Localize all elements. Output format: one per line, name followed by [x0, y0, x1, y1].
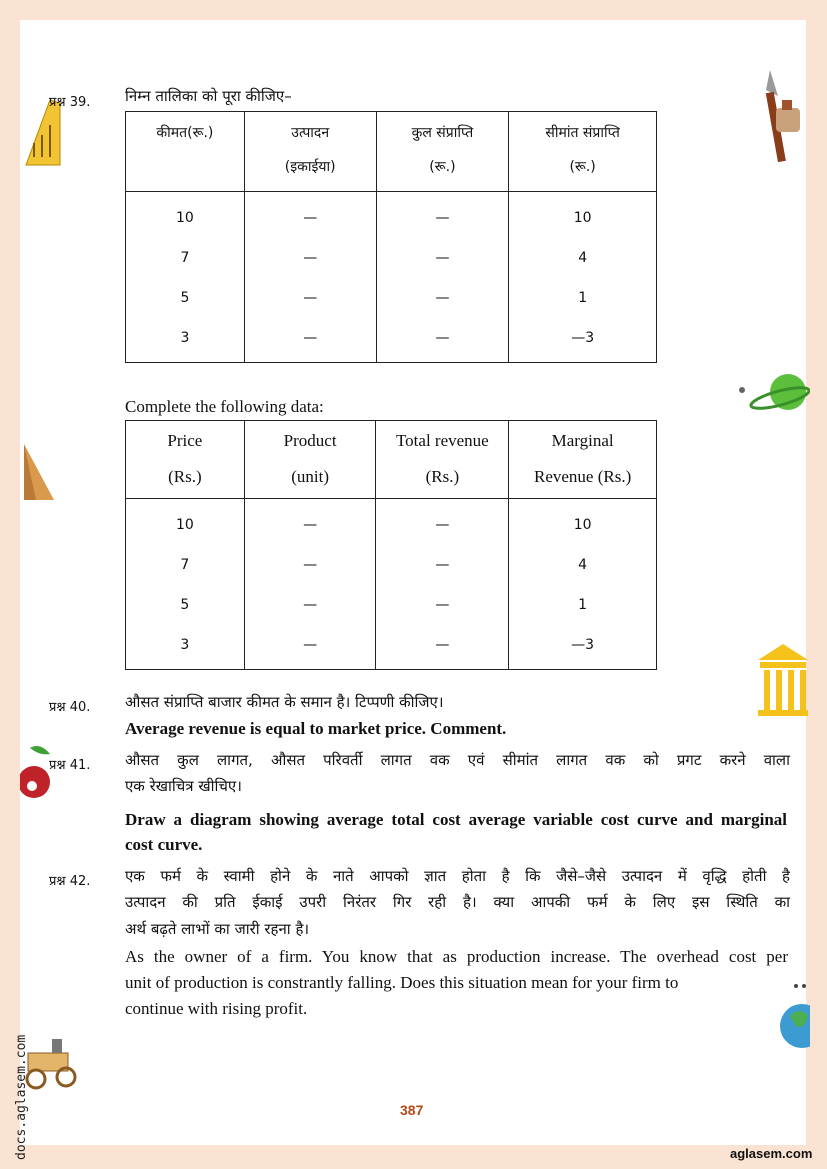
q39-prompt: निम्न तालिका को पूरा कीजिए–: [125, 87, 292, 105]
header-marginal-revenue: Marginal Revenue (Rs.): [509, 421, 657, 499]
q42-hindi-line-2: उत्पादन की प्रति ईकाई उपरी निरंतर गिर रही है। क्या आपकी फर्म के लिए इस स्थिति का: [125, 893, 790, 911]
marginal-revenue-column: 10 4 1 —3: [509, 499, 657, 670]
q40-hindi-text: औसत संप्राप्ति बाजार कीमत के समान है। टिप्पणी कीजिए।: [125, 693, 444, 711]
header-product: उत्पादन (इकाईया): [244, 112, 376, 192]
product-column: — — — —: [244, 192, 376, 363]
product-column: — — — —: [244, 499, 376, 670]
planet-icon: [738, 370, 810, 418]
q42-english-line-1: As the owner of a firm. You know that as production increase. The overhead cost per: [125, 947, 788, 966]
caveman-tool-icon: [762, 68, 810, 166]
q42-hindi-line-1: एक फर्म के स्वामी होने के नाते आपको ज्ञात होता है कि जैसे–जैसे उत्पादन में वृद्धि होती है: [125, 867, 790, 885]
q41-english-line-2: cost curve.: [125, 835, 203, 854]
header-price: Price (Rs.): [126, 421, 245, 499]
q41-hindi-line-1: औसत कुल लागत, औसत परिवर्ती लागत वक एवं सीमांत लागत वक को प्रगट करने वाला: [125, 751, 790, 769]
hindi-table: [125, 111, 657, 363]
price-column: 10 7 5 3: [126, 192, 245, 363]
q42-english-line-3: continue with rising profit.: [125, 999, 308, 1018]
q40-label: प्रश्न 40.: [49, 700, 91, 715]
q42-hindi-line-3: अर्थ बढ़ते लाभों का जारी रहना है।: [125, 920, 310, 938]
q42-english-line-2: unit of production is constrantly falling. Does this situation mean for your firm to: [125, 973, 679, 992]
table-header-row: [126, 421, 657, 499]
price-column: 10 7 5 3: [126, 499, 245, 670]
table-header-row: [126, 112, 657, 192]
english-table: [125, 420, 657, 670]
header-marginal-revenue: सीमांत संप्राप्ति (रू.): [509, 112, 657, 192]
q41-hindi-line-2: एक रेखाचित्र खीचिए।: [125, 777, 242, 795]
q41-english-line-1: Draw a diagram showing average total cost average variable cost curve and marginal: [125, 810, 787, 829]
total-revenue-column: — — — —: [376, 192, 509, 363]
temple-icon: [756, 640, 810, 720]
footer-site: aglasem.com: [730, 1146, 813, 1161]
globe-icon: [776, 980, 810, 1052]
q42-label: प्रश्न 42.: [49, 874, 91, 889]
table-body-row: [126, 192, 657, 363]
q39-english-prompt: Complete the following data:: [125, 397, 324, 416]
table-body-row: [126, 499, 657, 670]
pyramid-icon: [20, 440, 56, 502]
header-price: कीमत(रू.): [126, 112, 245, 192]
marginal-revenue-column: 10 4 1 —3: [509, 192, 657, 363]
page-number: 387: [400, 1102, 424, 1118]
q39-label: प्रश्न 39.: [49, 95, 91, 110]
q41-label: प्रश्न 41.: [49, 758, 91, 773]
cart-icon: [22, 1035, 84, 1093]
apple-icon: [20, 742, 56, 804]
q40-english-text: Average revenue is equal to market price. Comment.: [125, 719, 507, 738]
header-total-revenue: कुल संप्राप्ति (रू.): [376, 112, 509, 192]
header-product: Product (unit): [244, 421, 376, 499]
header-total-revenue: Total revenue (Rs.): [376, 421, 509, 499]
side-watermark: docs.aglasem.com: [14, 1034, 29, 1160]
total-revenue-column: — — — —: [376, 499, 509, 670]
